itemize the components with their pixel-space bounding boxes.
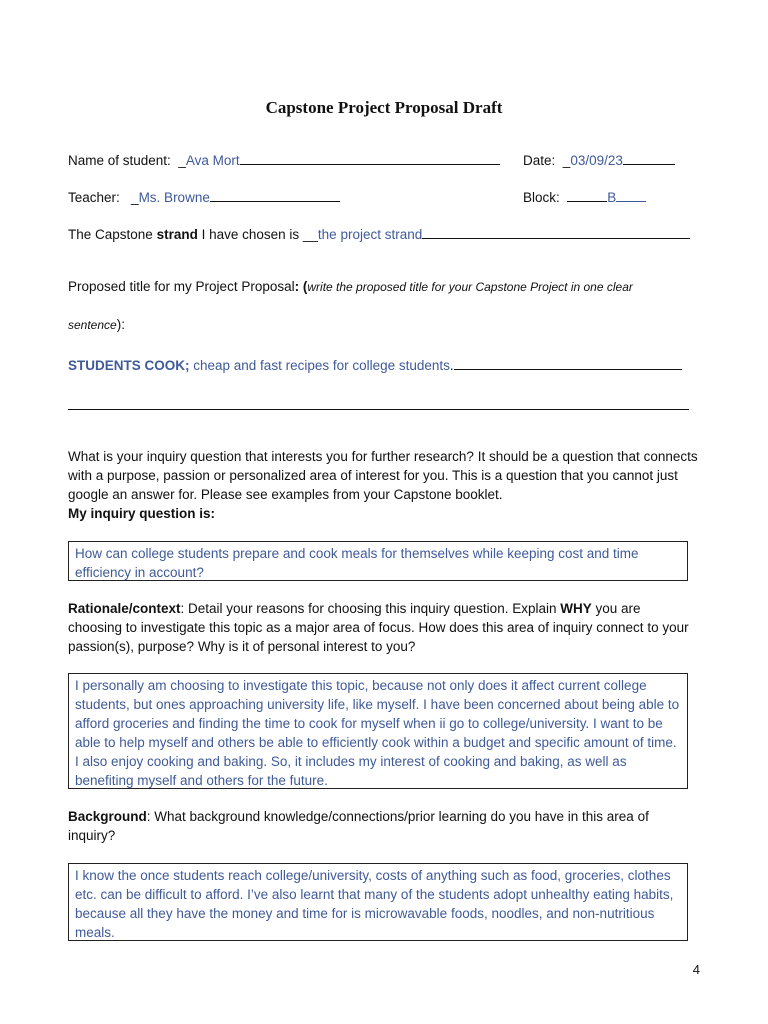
teacher-row: Teacher: _Ms. Browne: [68, 189, 340, 205]
strand-prefix: The Capstone: [68, 227, 157, 242]
background-label: Background: [68, 809, 147, 824]
block-blank-after: [616, 189, 646, 202]
student-name-value: Ava Mort: [185, 153, 240, 168]
strand-bold-word: strand: [156, 227, 198, 242]
date-blank-line: [623, 152, 675, 165]
block-label: Block:: [523, 190, 560, 205]
strand-suffix: I have chosen is: [197, 227, 303, 242]
strand-value: the project strand: [317, 227, 423, 242]
proposed-title-second-line: [68, 409, 689, 410]
proposed-title-bold: STUDENTS COOK;: [68, 358, 190, 373]
date-value: 03/09/23: [570, 153, 623, 168]
inquiry-answer-box[interactable]: [68, 541, 688, 581]
teacher-label: Teacher:: [68, 190, 120, 205]
inquiry-label: My inquiry question is:: [68, 506, 216, 521]
proposed-title-colon: : (: [294, 279, 308, 294]
teacher-value: Ms. Browne: [138, 190, 210, 205]
rationale-prompt-2: you are choosing to investigate this topic as a major area of focus. How does this area of inquiry connect to your passion(s), purpose? Why is it of personal interest to you?: [68, 601, 689, 654]
inquiry-prompt: What is your inquiry question that interests you for further research? It should be a question that connects with a purpose, passion or personalized area of interest for you. This is a question that you cannot just google an answer for. Please see examples from your Capstone booklet.: [68, 449, 698, 502]
rationale-prompt-1: : Detail your reasons for choosing this inquiry question. Explain: [180, 601, 561, 616]
rationale-prompt: [68, 599, 698, 656]
proposed-title-blank-line: [454, 357, 682, 370]
proposed-title-close: ):: [116, 317, 125, 332]
rationale-label: Rationale/context: [68, 601, 181, 616]
proposed-title-instruction-1: write the proposed title for your Capstone Project in one clear: [307, 280, 633, 294]
student-name-row: Name of student: _Ava Mort: [68, 152, 500, 168]
proposed-title-prompt: [68, 279, 633, 294]
background-answer: I know the once students reach college/university, costs of anything such as food, groceries, clothes etc. can be difficult to afford. I’ve also learnt that many of the students adopt unhealthy eating habits, because all they have the money and time for is microwavable foods, noodles, and non-nutritious meals.: [75, 868, 674, 940]
proposed-title-instruction-2: sentence: [68, 318, 117, 332]
date-row: Date: _03/09/23: [523, 152, 675, 168]
inquiry-answer: How can college students prepare and cook meals for themselves while keeping cost and time efficiency in account?: [75, 546, 639, 580]
block-blank-before: [567, 189, 607, 202]
background-prompt-text: : What background knowledge/connections/prior learning do you have in this area of inquiry?: [68, 809, 649, 843]
block-row: [523, 189, 646, 205]
rationale-answer: I personally am choosing to investigate this topic, because not only does it affect current college students, but ones approaching university life, like myself. I have been concerned about being able to afford groceries and finding the time to cook for myself when ii go to college/university. I want to be able to help myself and others be able to efficiently cook within a budget and specific amount of time. I also enjoy cooking and baking. So, it includes my interest of cooking and baking, as well as benefiting myself and others for the future.: [75, 678, 680, 788]
teacher-blank-line: [210, 189, 340, 202]
block-value: B: [607, 190, 617, 205]
rationale-why: WHY: [560, 601, 592, 616]
page-number: 4: [692, 962, 700, 977]
name-blank-line: [240, 152, 500, 165]
date-label: Date:: [523, 153, 556, 168]
background-answer-box[interactable]: [68, 863, 688, 941]
rationale-answer-box[interactable]: [68, 673, 688, 789]
student-name-label: Name of student:: [68, 153, 171, 168]
proposed-title-prompt-2: [68, 317, 125, 332]
strand-blank-line: [422, 226, 690, 239]
strand-row: The Capstone strand I have chosen is __the project strand: [68, 226, 690, 242]
proposed-title-answer: STUDENTS COOK; cheap and fast recipes for college students.: [68, 357, 682, 373]
proposed-title-label: Proposed title for my Project Proposal: [68, 279, 295, 294]
background-prompt: [68, 807, 698, 845]
document-title: Capstone Project Proposal Draft: [265, 98, 503, 117]
proposed-title-rest: cheap and fast recipes for college students: [189, 358, 450, 373]
